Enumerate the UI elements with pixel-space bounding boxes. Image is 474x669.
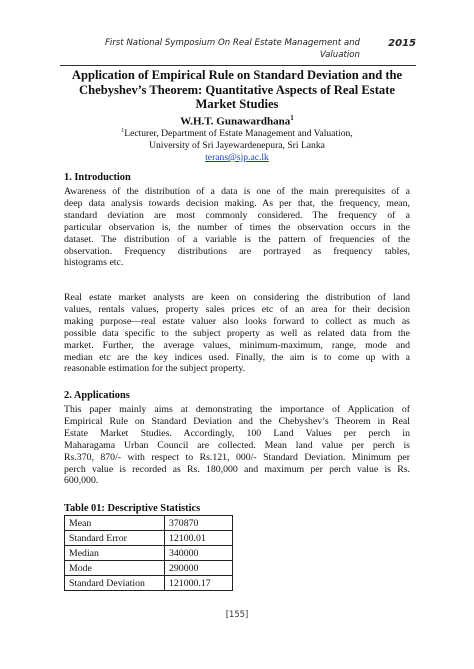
table-cell-statistic: Mode xyxy=(65,561,165,576)
header-line-1: First National Symposium On Real Estate Management and xyxy=(104,38,360,48)
title-line-1: Application of Empirical Rule on Standard Deviation and the xyxy=(71,68,403,82)
paragraph-line: making purpose—real estate valuer also looks forward to collect as much as xyxy=(64,315,410,327)
paragraph-line: particular observation is, the number of times the observation occurs in the xyxy=(64,221,410,233)
paragraph-line: dataset. The distribution of a variable is the pattern of frequencies of the xyxy=(64,233,410,245)
table-cell-value: 340000 xyxy=(165,546,233,561)
author-name-text: W.H.T. Gunawardhana xyxy=(180,115,291,128)
title-line-2: Chebyshev’s Theorem: Quantitative Aspects of Real Estate xyxy=(79,82,395,97)
paragraph-line: Awareness of the distribution of a data is one of the main prerequisites of a xyxy=(64,186,410,197)
affiliation-department: Lecturer, Department of Estate Management and Valuation, xyxy=(124,128,353,140)
paragraph-line: Empirical Rule on Standard Deviation and the Chebyshev’s Theorem in Real xyxy=(64,415,410,427)
intro-paragraph-2 xyxy=(64,292,410,375)
table-cell-statistic: Mean xyxy=(65,516,165,531)
intro-paragraph-1 xyxy=(64,186,410,269)
header-year: 2015 xyxy=(388,38,416,49)
paper-title xyxy=(64,68,410,112)
author-email xyxy=(60,152,414,163)
header-symposium-name xyxy=(60,37,360,61)
title-line-3: Market Studies xyxy=(195,97,279,112)
paragraph-line: values, rentals values, property sales prices etc of an area for their decision xyxy=(64,303,410,315)
table-cell-value: 12100.01 xyxy=(165,531,233,546)
table-caption: Table 01: Descriptive Statistics xyxy=(64,503,201,514)
table-row xyxy=(65,531,233,546)
email-link[interactable]: terans@sjp.ac.lk xyxy=(205,152,269,163)
paragraph-line: perch value is recorded as Rs. 180,000 and maximum per perch value is Rs. xyxy=(64,463,410,475)
affiliation-line-1 xyxy=(60,126,414,140)
paragraph-line: Estate Market Studies. Accordingly, 100 Land Values per perch in xyxy=(64,427,410,439)
paragraph-line: This paper mainly aims at demonstrating the importance of Application of xyxy=(64,404,410,415)
paragraph-line: Real estate market analysts are keen on considering the distribution of land xyxy=(64,292,410,303)
author-affiliation-mark: 1 xyxy=(290,114,294,122)
table-row xyxy=(65,516,233,531)
table-row xyxy=(65,546,233,561)
table-row xyxy=(65,561,233,576)
header-line-2: Valuation xyxy=(319,50,360,60)
table-cell-value: 370870 xyxy=(165,516,233,531)
paragraph-line: standard deviation are most commonly considered. The frequency of a xyxy=(64,209,410,221)
paragraph-line: market. Further, the average values, minimum-maximum, range, mode and xyxy=(64,339,410,351)
table-cell-statistic: Standard Deviation xyxy=(65,576,165,591)
affiliation-mark: 1 xyxy=(121,128,125,134)
table-cell-statistic: Median xyxy=(65,546,165,561)
table-cell-statistic: Standard Error xyxy=(65,531,165,546)
paragraph-line: reasonable estimation for the subject property. xyxy=(64,363,246,375)
paragraph-line: 600,000. xyxy=(64,475,99,487)
page-number: [155] xyxy=(225,609,249,619)
paragraph-line: Rs.370, 870/- with respect to Rs.121, 000/- Standard Deviation. Minimum per xyxy=(64,451,410,463)
running-header xyxy=(60,36,416,66)
table-cell-value: 121000.17 xyxy=(165,576,233,591)
paragraph-line: Maharagama Urban Council are collected. Mean land value per perch is xyxy=(64,439,410,451)
table-row xyxy=(65,576,233,591)
section-heading-introduction: 1. Introduction xyxy=(64,172,131,183)
author-affiliation xyxy=(60,126,414,151)
paragraph-line: possible data specific to the subject property as well as related data from the xyxy=(64,327,410,339)
paragraph-line: median etc are the key indices used. Finally, the aim is to come up with a xyxy=(64,351,410,363)
section-heading-applications: 2. Applications xyxy=(64,390,130,401)
table-cell-value: 290000 xyxy=(165,561,233,576)
paragraph-line: observation. Frequency distributions are portrayed as frequency tables, xyxy=(64,245,410,257)
affiliation-line-2: University of Sri Jayewardenepura, Sri Lanka xyxy=(149,139,325,151)
paragraph-line: deep data analysis towards decision making. As per that, the frequency, mean, xyxy=(64,197,410,209)
applications-paragraph xyxy=(64,404,410,487)
paragraph-line: histograms etc. xyxy=(64,257,124,269)
descriptive-statistics-table xyxy=(64,515,233,591)
